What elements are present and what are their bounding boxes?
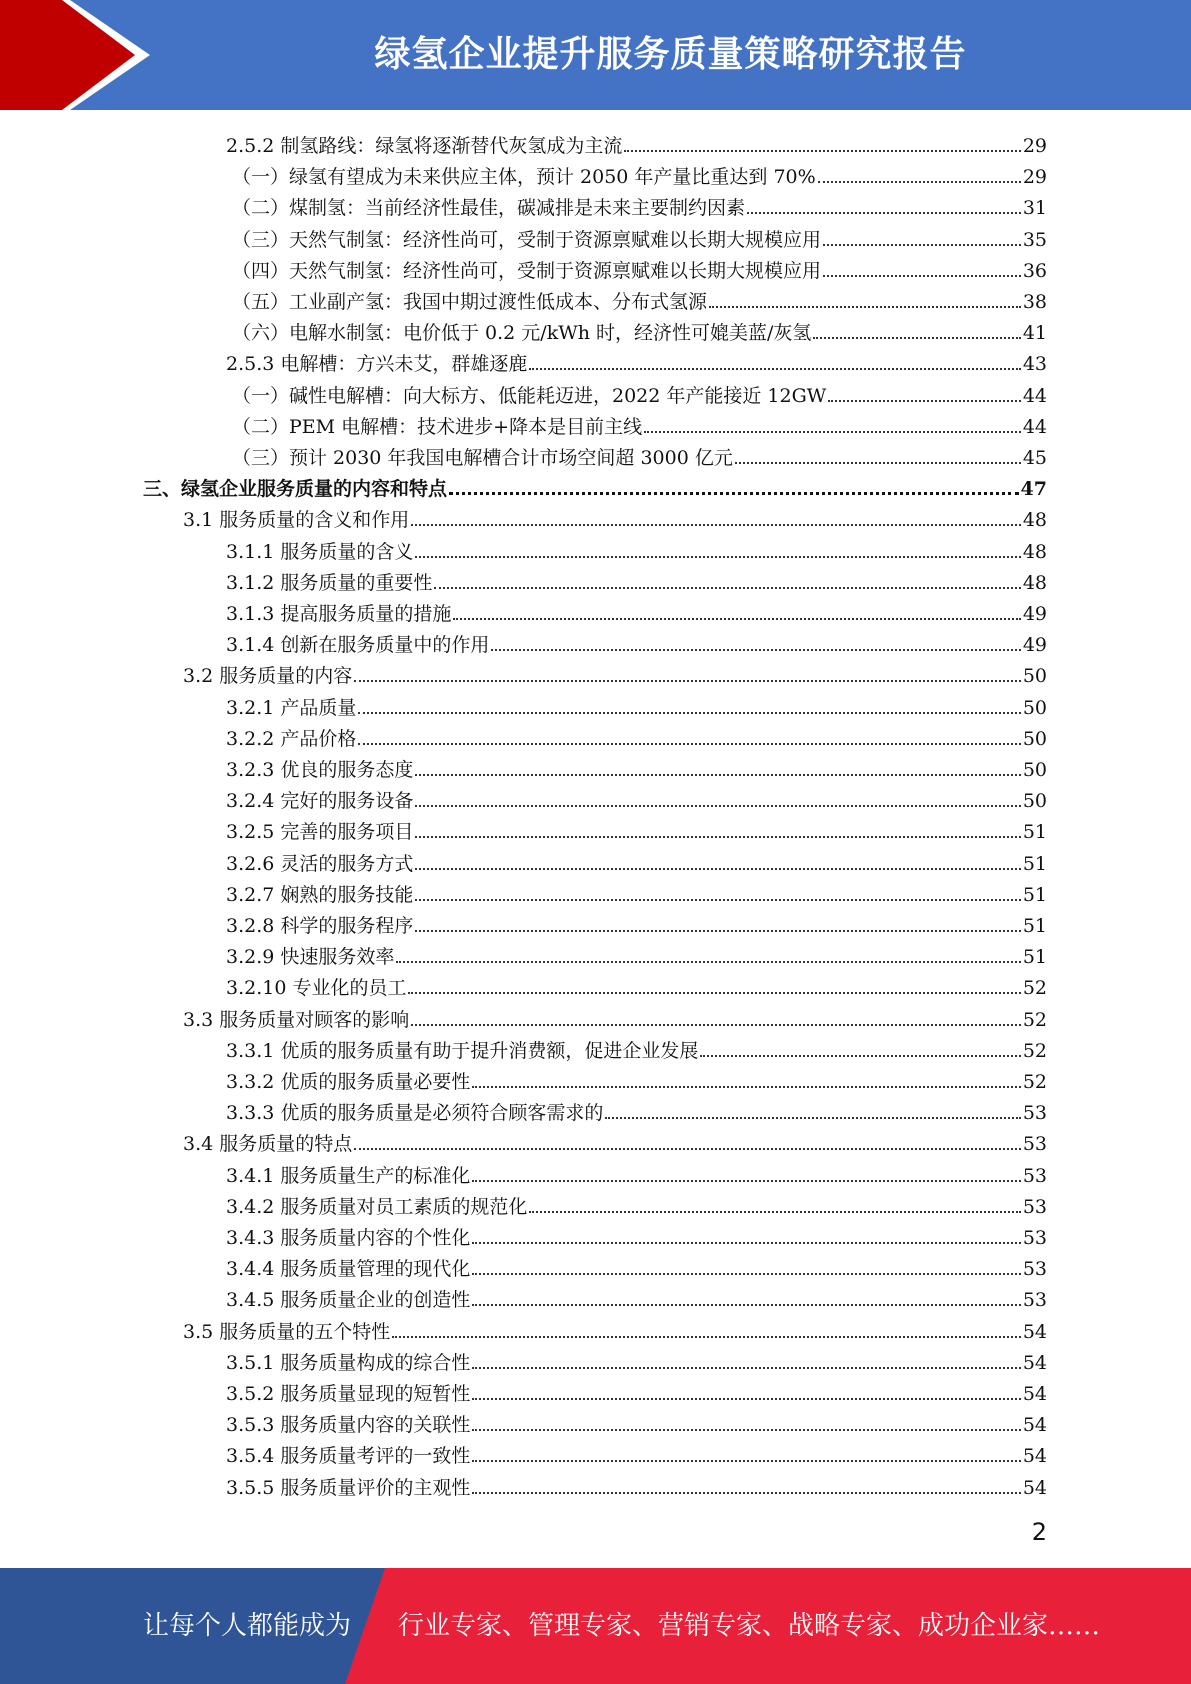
toc-entry-label: 3.2.3 优良的服务态度 [226,759,414,781]
toc-entry[interactable] [232,439,1047,470]
toc-entry-page: 53 [1022,1102,1047,1125]
toc-entry[interactable] [226,1437,1047,1468]
toc-entry-label: 3.3 服务质量对顾客的影响 [183,1008,410,1031]
toc-entry-page: 51 [1022,883,1047,906]
toc-entry[interactable] [226,813,1047,844]
toc-entry-page: 52 [1022,1008,1047,1031]
toc-entry-label: 3.4.2 服务质量对员工素质的规范化 [226,1195,528,1218]
toc-entry-page: 54 [1022,1383,1047,1405]
toc-entry-page: 50 [1022,665,1047,688]
toc-entry[interactable] [232,221,1047,252]
toc-dot-leader [472,1086,1020,1088]
toc-dot-leader [408,992,1020,994]
toc-entry-label: 三、绿氢企业服务质量的内容和特点 [143,478,448,501]
toc-dot-leader [411,1024,1021,1026]
toc-dot-leader [472,1367,1020,1369]
toc-entry-page: 47 [1020,478,1047,501]
toc-entry[interactable] [226,1157,1047,1188]
toc-entry-label: 3.4.1 服务质量生产的标准化 [226,1164,471,1187]
toc-entry-page: 35 [1022,228,1047,251]
toc-entry[interactable] [232,377,1047,408]
toc-dot-leader [605,1117,1020,1119]
toc-entry[interactable] [226,1344,1047,1375]
toc-entry-label: 3.2.7 娴熟的服务技能 [226,883,414,906]
toc-entry[interactable] [232,314,1047,345]
toc-entry-page: 50 [1022,759,1047,781]
toc-entry[interactable] [183,1001,1047,1032]
page-footer [0,1568,1191,1684]
toc-entry[interactable] [226,1406,1047,1437]
toc-entry[interactable] [226,595,1047,626]
toc-entry-page: 50 [1022,696,1047,719]
toc-entry-label: （六）电解水制氢：电价低于 0.2 元/kWh 时，经济性可媲美蓝/灰氢 [232,322,812,345]
toc-entry-label: 3.2.6 灵活的服务方式 [226,852,414,875]
toc-dot-leader [358,712,1020,714]
toc-entry[interactable] [226,127,1047,158]
toc-entry-label: （一）绿氢有望成为未来供应主体，预计 2050 年产量比重达到 70% [232,166,816,189]
toc-entry[interactable] [183,657,1047,688]
toc-entry-page: 50 [1022,727,1047,750]
toc-entry-page: 36 [1022,259,1047,282]
toc-entry[interactable] [226,938,1047,969]
toc-entry-label: （五）工业副产氢：我国中期过渡性低成本、分布式氢源 [232,291,708,313]
toc-dot-leader [472,1180,1020,1182]
toc-entry[interactable] [232,252,1047,283]
toc-entry-label: 3.1.4 创新在服务质量中的作用 [226,634,490,657]
toc-entry-label: 3.1.1 服务质量的含义 [226,540,414,563]
toc-entry-label: 3.5.4 服务质量考评的一致性 [226,1445,471,1468]
toc-dot-leader [411,524,1021,526]
toc-entry-page: 31 [1022,197,1047,220]
toc-entry-page: 54 [1022,1351,1047,1374]
toc-entry-page: 50 [1022,790,1047,813]
toc-dot-leader [709,306,1021,308]
toc-dot-leader [453,618,1020,620]
toc-entry-page: 44 [1022,384,1047,407]
toc-dot-leader [747,212,1021,214]
toc-dot-leader [396,961,1020,963]
toc-entry[interactable] [232,283,1047,314]
toc-entry-label: 3.5.1 服务质量构成的综合性 [226,1351,471,1374]
toc-entry[interactable] [226,533,1047,564]
toc-dot-leader [415,930,1020,932]
toc-dot-leader [813,337,1020,339]
document-title: 绿氢企业提升服务质量策略研究报告 [374,34,967,75]
toc-dot-leader [472,1242,1020,1244]
toc-entry[interactable] [183,501,1047,532]
toc-entry[interactable] [226,1469,1047,1500]
toc-entry-label: 3.2.1 产品质量 [226,696,357,719]
toc-entry-page: 48 [1022,509,1047,532]
toc-entry-page: 53 [1022,1164,1047,1187]
toc-entry-page: 29 [1022,135,1047,157]
toc-entry-label: 3.1 服务质量的含义和作用 [183,509,410,532]
toc-dot-leader [415,556,1020,558]
toc-entry-page: 53 [1022,1289,1047,1312]
toc-entry-label: （一）碱性电解槽：向大标方、低能耗迈进，2022 年产能接近 12GW [232,384,827,407]
toc-entry-page: 54 [1022,1320,1047,1343]
toc-entry-page: 51 [1022,852,1047,875]
toc-entry-label: 3.2.9 快速服务效率 [226,946,395,969]
toc-entry-label: 3.3.1 优质的服务质量有助于提升消费额，促进企业发展 [226,1039,699,1062]
toc-entry-label: 2.5.3 电解槽：方兴未艾，群雄逐鹿 [226,353,528,376]
toc-entry-label: 3.3.3 优质的服务质量是必须符合顾客需求的 [226,1102,604,1125]
toc-dot-leader [415,899,1020,901]
toc-entry-label: 3.4 服务质量的特点 [183,1133,353,1156]
toc-entry[interactable] [226,876,1047,907]
page-number: 2 [1031,1518,1047,1546]
red-chevron-icon [0,0,150,110]
toc-dot-leader [828,400,1020,402]
toc-entry-page: 29 [1022,166,1047,189]
toc-dot-leader [449,492,1019,495]
toc-entry-page: 54 [1022,1476,1047,1499]
toc-dot-leader [415,868,1020,870]
toc-entry[interactable] [226,1219,1047,1250]
footer-slogan-right: 行业专家、管理专家、营销专家、战略专家、成功企业家…… [398,1611,1101,1641]
toc-entry[interactable] [226,1188,1047,1219]
toc-entry[interactable] [226,969,1047,1000]
toc-entry[interactable] [226,1063,1047,1094]
toc-entry-label: 3.2.5 完善的服务项目 [226,821,414,844]
toc-dot-leader [624,150,1020,152]
toc-dot-leader [823,275,1021,277]
toc-entry-label: 3.1.2 服务质量的重要性 [226,571,433,594]
toc-entry[interactable] [183,1125,1047,1156]
toc-entry-label: 3.2.2 产品价格 [226,727,357,750]
toc-entry-page: 51 [1022,821,1047,844]
toc-entry-page: 38 [1022,291,1047,313]
toc-dot-leader [472,1460,1020,1462]
page-header [0,0,1191,110]
toc-entry-label: 3.2 服务质量的内容 [183,665,353,688]
toc-entry[interactable] [226,1375,1047,1406]
toc-entry[interactable] [226,1032,1047,1063]
toc-entry-label: （三）预计 2030 年我国电解槽合计市场空间超 3000 亿元 [232,447,733,469]
toc-dot-leader [529,1211,1020,1213]
toc-dot-leader [415,805,1020,807]
toc-entry-page: 53 [1022,1227,1047,1249]
toc-entry[interactable] [232,189,1047,220]
toc-dot-leader [415,836,1020,838]
toc-entry[interactable] [226,782,1047,813]
toc-entry-label: （二）煤制氢：当前经济性最佳，碳减排是未来主要制约因素 [232,197,746,220]
toc-entry[interactable] [226,845,1047,876]
toc-entry-page: 45 [1022,447,1047,469]
toc-dot-leader [700,1055,1020,1057]
toc-entry[interactable] [226,751,1047,782]
toc-entry[interactable] [183,1313,1047,1344]
toc-entry-page: 51 [1022,915,1047,937]
toc-entry-page: 48 [1022,571,1047,594]
toc-entry[interactable] [226,1281,1047,1312]
toc-entry-page: 52 [1022,977,1047,1000]
toc-entry[interactable] [226,626,1047,657]
toc-dot-leader [354,680,1021,682]
toc-dot-leader [735,462,1021,464]
toc-dot-leader [358,743,1020,745]
toc-entry-page: 53 [1022,1258,1047,1281]
toc-entry-label: 3.3.2 优质的服务质量必要性 [226,1071,471,1093]
toc-dot-leader [491,649,1020,651]
toc-entry-label: 3.4.5 服务质量企业的创造性 [226,1289,471,1312]
toc-entry[interactable] [226,907,1047,938]
toc-dot-leader [354,1148,1021,1150]
toc-entry-label: （二）PEM 电解槽：技术进步+降本是目前主线 [232,415,643,438]
toc-entry[interactable] [226,689,1047,720]
toc-entry-label: 3.4.3 服务质量内容的个性化 [226,1227,471,1249]
toc-entry-page: 53 [1022,1133,1047,1156]
toc-dot-leader [472,1429,1020,1431]
toc-dot-leader [823,244,1021,246]
toc-entry-label: （三）天然气制氢：经济性尚可，受制于资源禀赋难以长期大规模应用 [232,228,822,251]
toc-entry[interactable] [232,408,1047,439]
toc-entry-label: 3.2.10 专业化的员工 [226,977,407,1000]
toc-entry-page: 43 [1022,353,1047,376]
toc-entry-label: （四）天然气制氢：经济性尚可，受制于资源禀赋难以长期大规模应用 [232,259,822,282]
toc-entry-page: 52 [1022,1071,1047,1093]
toc-dot-leader [415,774,1020,776]
toc-dot-leader [529,368,1020,370]
toc-entry-label: 3.5.3 服务质量内容的关联性 [226,1414,471,1437]
toc-entry-label: 3.5 服务质量的五个特性 [183,1320,391,1343]
toc-entry[interactable] [226,564,1047,595]
toc-dot-leader [644,431,1021,433]
toc-entry[interactable] [226,720,1047,751]
toc-dot-leader [472,1273,1020,1275]
footer-slogan-left: 让每个人都能成为 [143,1611,352,1641]
toc-dot-leader [472,1304,1020,1306]
toc-dot-leader [434,587,1020,589]
toc-entry-label: 3.5.2 服务质量显现的短暂性 [226,1383,471,1405]
toc-entry-label: 3.1.3 提高服务质量的措施 [226,603,452,625]
toc-entry-page: 49 [1022,634,1047,657]
toc-entry-label: 3.4.4 服务质量管理的现代化 [226,1258,471,1281]
toc-dot-leader [818,181,1021,183]
toc-dot-leader [472,1398,1020,1400]
toc-entry[interactable] [143,470,1047,501]
toc-entry-label: 3.2.4 完好的服务设备 [226,790,414,813]
toc-entry[interactable] [226,1094,1047,1125]
toc-entry-page: 51 [1022,946,1047,969]
toc-entry[interactable] [226,345,1047,376]
toc-entry-label: 3.2.8 科学的服务程序 [226,915,414,937]
toc-entry[interactable] [232,158,1047,189]
toc-entry-page: 48 [1022,540,1047,563]
toc-entry-page: 41 [1022,322,1047,345]
toc-entry-page: 52 [1022,1039,1047,1062]
toc-entry-label: 2.5.2 制氢路线：绿氢将逐渐替代灰氢成为主流 [226,135,623,157]
toc-entry-page: 49 [1022,603,1047,625]
toc-entry-page: 54 [1022,1414,1047,1437]
toc-dot-leader [392,1336,1021,1338]
toc-entry-label: 3.5.5 服务质量评价的主观性 [226,1476,471,1499]
toc-entry-page: 53 [1022,1195,1047,1218]
toc-dot-leader [472,1492,1020,1494]
toc-entry-page: 44 [1022,415,1047,438]
toc-entry[interactable] [226,1250,1047,1281]
toc-entry-page: 54 [1022,1445,1047,1468]
